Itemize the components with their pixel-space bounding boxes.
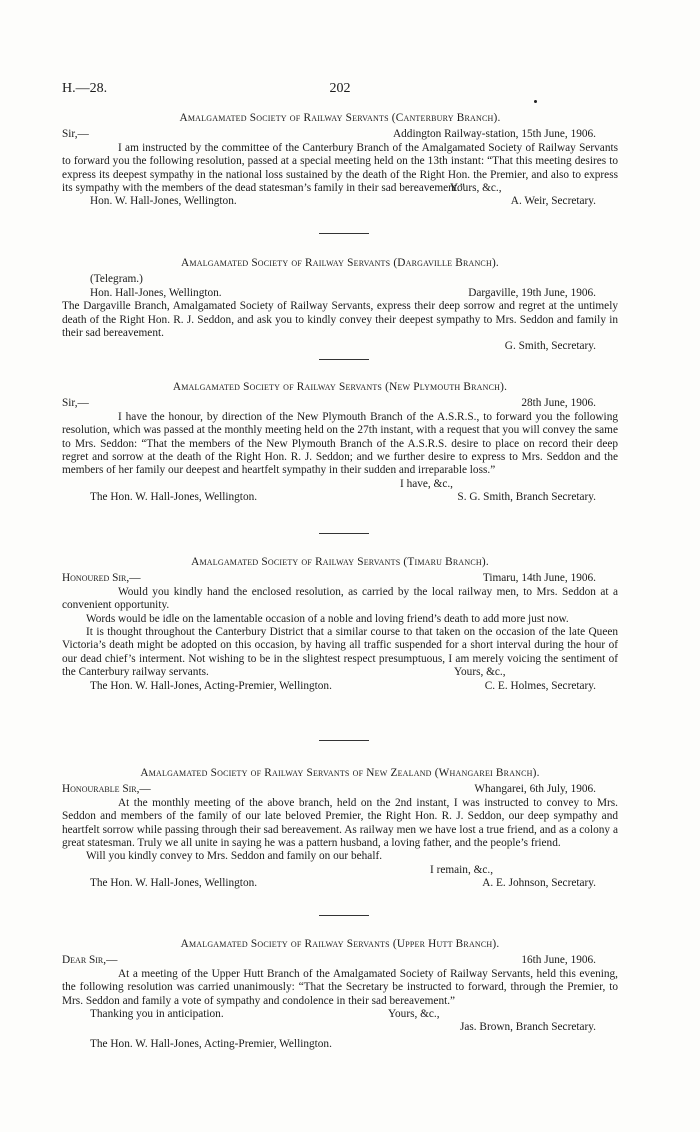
place-date: 28th June, 1906.: [521, 397, 596, 410]
letter-heading: Amalgamated Society of Railway Servants (New Plymouth Branch).: [172, 381, 508, 393]
addressee: Hon. W. Hall-Jones, Wellington.: [90, 195, 237, 208]
place-date: Addington Railway-station, 15th June, 1906.: [392, 128, 596, 141]
salutation: Honourable Sir,—: [62, 783, 151, 796]
letter-upper-hutt: [62, 938, 618, 1051]
letter-whangarei: [62, 767, 618, 891]
section-divider: [319, 233, 369, 234]
closing: Yours, &c.,: [450, 182, 502, 195]
page-number: 202: [329, 81, 351, 96]
section-divider: [319, 740, 369, 741]
section-divider: [319, 915, 369, 916]
signatory: S. G. Smith, Branch Secretary.: [457, 491, 596, 504]
letter-body: It is thought throughout the Canterbury District that a similar course to that taken on the occasion of the late Queen Victoria’s death might be adopted on this occasion, by having all traffic suspended for a short interval during the hour of our dead chief’s interment. Not wishing to be in the slightest respect presumptuous, I am merely voicing the sentiment of the Canterbury railway servants.: [62, 626, 618, 679]
letter-heading: Amalgamated Society of Railway Servants (Upper Hutt Branch).: [180, 938, 500, 950]
letter-heading: Amalgamated Society of Railway Servants (Dargaville Branch).: [181, 257, 499, 269]
letter-new-plymouth: [62, 381, 618, 505]
closing: I remain, &c.,: [430, 863, 494, 876]
thanks-line: Thanking you in anticipation.: [90, 1008, 224, 1021]
place-date: Dargaville, 19th June, 1906.: [468, 286, 596, 299]
page-header: [62, 82, 618, 100]
place-date: 16th June, 1906.: [521, 954, 596, 967]
place-date: Whangarei, 6th July, 1906.: [474, 783, 596, 796]
addressee: The Hon. W. Hall-Jones, Wellington.: [90, 877, 258, 890]
salutation: Sir,—: [62, 128, 89, 141]
signatory: A. Weir, Secretary.: [510, 195, 596, 208]
letter-body: The Dargaville Branch, Amalgamated Society of Railway Servants, express their deep sorrow and regret at the untimely death of the Right Hon. R. J. Seddon, and ask you to kindly convey their deepest sympathy to Mrs. Seddon and family in their sad bereavement.: [62, 300, 618, 339]
addressee: Hon. Hall-Jones, Wellington.: [90, 286, 222, 299]
letter-body: Would you kindly hand the enclosed resolution, as carried by the local railway men, to Mrs. Seddon at a convenient opportunity.: [62, 585, 618, 612]
signatory: G. Smith, Secretary.: [504, 340, 596, 353]
letter-canterbury: [62, 112, 618, 209]
letter-heading: Amalgamated Society of Railway Servants (Canterbury Branch).: [179, 112, 501, 124]
letter-body: Will you kindly convey to Mrs. Seddon and family on our behalf.: [86, 850, 383, 863]
letter-heading: Amalgamated Society of Railway Servants (Timaru Branch).: [191, 556, 489, 568]
letter-body: I have the honour, by direction of the New Plymouth Branch of the A.S.R.S., to forward you the following resolution, which was passed at the monthly meeting held on the 27th instant, with a request that you will convey the same to Mrs. Seddon: “That the members of the New Plymouth Branch of the A.S.R.S. desire to place on record their deep regret and sorrow at the death of the Right Hon. R. J. Seddon; and we further desire to express to Mrs. Seddon and the members of her family our deepest and heartfelt sympathy in their sudden and irreparable loss.”: [62, 410, 618, 477]
signatory: A. E. Johnson, Secretary.: [482, 877, 596, 890]
salutation: Sir,—: [62, 397, 89, 410]
salutation: Honoured Sir,—: [62, 572, 141, 585]
section-divider: [319, 533, 369, 534]
letter-heading: Amalgamated Society of Railway Servants of New Zealand (Whangarei Branch).: [140, 767, 540, 779]
print-mark: [534, 100, 537, 103]
closing: I have, &c.,: [400, 477, 454, 490]
salutation: Dear Sir,—: [62, 954, 118, 967]
letter-body: I am instructed by the committee of the Canterbury Branch of the Amalgamated Society of Railway Servants to forward you the following resolution, passed at a special meeting held on the 13th instant: “That this meeting desires to express its deepest sympathy in the national loss sustained by the death of the Right Hon. the Premier, and also to express its sympathy with the members of the dead statesman’s family in their sad bereavement.”: [62, 141, 618, 195]
signatory: Jas. Brown, Branch Secretary.: [459, 1021, 596, 1034]
letter-body: At the monthly meeting of the above branch, held on the 2nd instant, I was instructed to convey to Mrs. Seddon and members of the family of our late beloved Premier, the Right Hon. R. J. Seddon, our deep sympathy and heartfelt sorrow while passing through their sad bereavement. As railway men we have lost a true friend, and as a colony a great statesman. Truly we all unite in saying he was a pattern husband, a loving father, and the people’s friend.: [62, 796, 618, 850]
addressee: The Hon. W. Hall-Jones, Acting-Premier, Wellington.: [90, 1037, 332, 1050]
addressee: The Hon. W. Hall-Jones, Acting-Premier, Wellington.: [90, 679, 332, 692]
place-date: Timaru, 14th June, 1906.: [482, 572, 596, 585]
signatory: C. E. Holmes, Secretary.: [484, 679, 596, 692]
closing: Yours, &c.,: [388, 1008, 440, 1021]
letter-dargaville: [62, 257, 618, 354]
addressee: The Hon. W. Hall-Jones, Wellington.: [90, 491, 258, 504]
telegram-label: (Telegram.): [90, 273, 143, 286]
report-reference: H.—28.: [62, 81, 108, 96]
closing: Yours, &c.,: [454, 666, 506, 679]
section-divider: [319, 359, 369, 360]
letter-timaru: [62, 556, 618, 693]
letter-body: At a meeting of the Upper Hutt Branch of the Amalgamated Society of Railway Servants, held this evening, the following resolution was carried unanimously: “That the Secretary be instructed to forward, through the Premier, to Mrs. Seddon and family a vote of sympathy and condolence in their sad bereavement.”: [62, 967, 618, 1007]
letter-body: Words would be idle on the lamentable occasion of a noble and loving friend’s death to add more just now.: [86, 612, 569, 625]
